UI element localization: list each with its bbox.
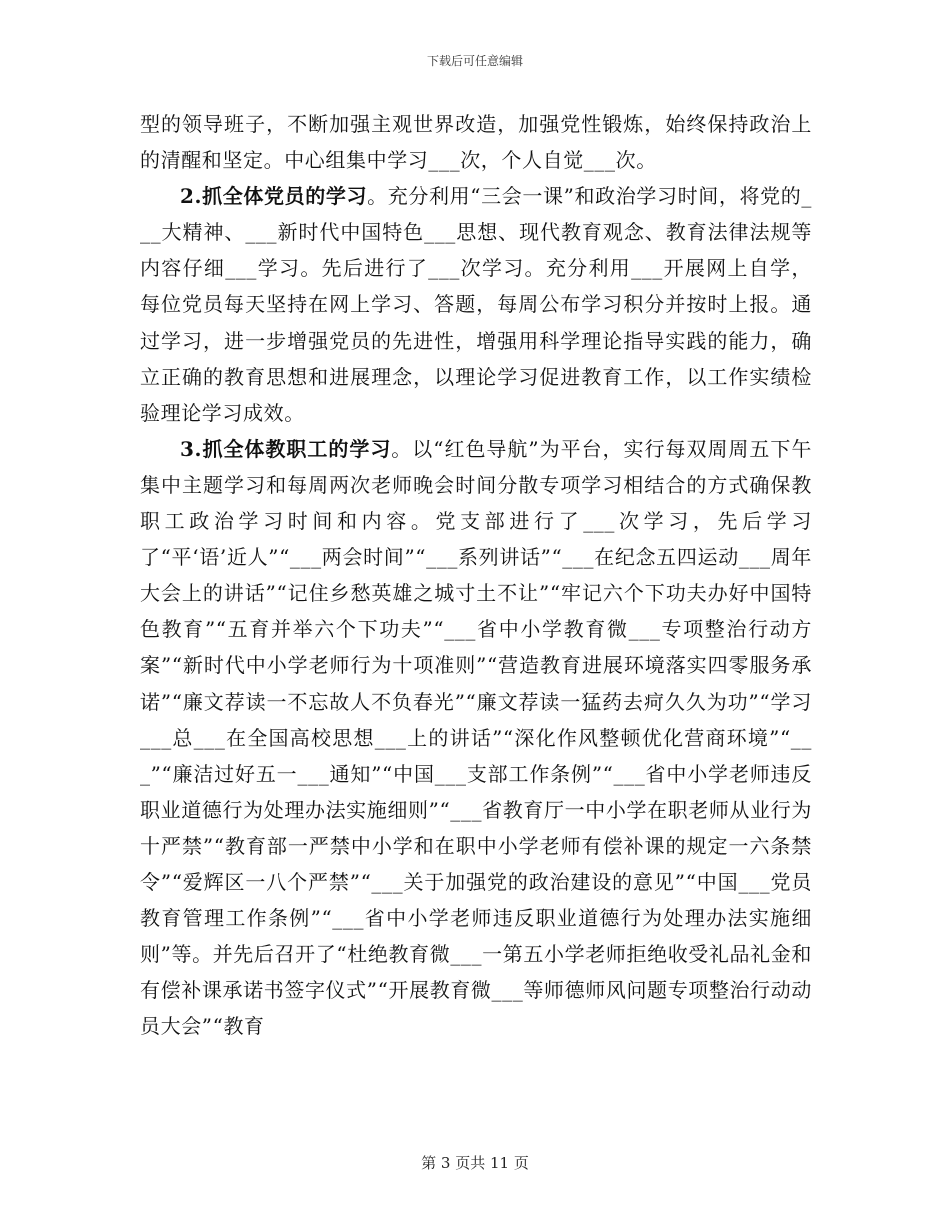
page-number: 第 3 页共 11 页	[421, 1154, 529, 1172]
section-heading: 3.抓全体教职工的学习	[180, 436, 392, 461]
paragraph-text: 型的领导班子，不断加强主观世界改造，加强党性锻炼，始终保持政治上的清醒和坚定。中心组集中学习___次，个人自觉___次。	[140, 112, 812, 173]
paragraph-text: 。充分利用“三会一课”和政治学习时间，将党的___大精神、___新时代中国特色___思想、现代教育观念、教育法律法规等内容仔细___学习。先后进行了___次学习。充分利用___开展网上自学，每位党员每天坚持在网上学习、答题，每周公布学习积分并按时上报。通过学习，进一步增强党员的先进性，增强用科学理论指导实践的能力，确立正确的教育思想和进展理念，以理论学习促进教育工作，以工作实绩检验理论学习成效。	[140, 184, 812, 425]
paragraph-party-members-study	[140, 178, 812, 431]
section-heading: 2.抓全体党员的学习	[180, 184, 368, 209]
paragraph-continued	[140, 106, 812, 178]
page-header: 下载后可任意编辑	[426, 54, 523, 68]
document-body	[140, 106, 812, 1044]
paragraph-text: 。以“红色导航”为平台，实行每双周周五下午集中主题学习和每周两次老师晚会时间分散专项学习相结合的方式确保教职工政治学习时间和内容。党支部进行了___次学习，先后学习了“平‘语’近人”“___两会时间”“___系列讲话”“___在纪念五四运动___周年大会上的讲话”“记住乡愁英雄之城寸土不让”“牢记六个下功夫办好中国特色教育”“五育并举六个下功夫”“___省中小学教育微___专项整治行动方案”“新时代中小学老师行为十项准则”“营造教育进展环境落实四零服务承诺”“廉文荐读一不忘故人不负春光”“廉文荐读一猛药去疴久久为功”“学习___总___在全国高校思想___上的讲话”“深化作风整顿优化营商环境”“___”“廉洁过好五一___通知”“中国___支部工作条例”“___省中小学老师违反职业道德行为处理办法实施细则”“___省教育厅一中小学在职老师从业行为十严禁”“教育部一严禁中小学和在职中小学老师有偿补课的规定一六条禁令”“爱辉区一八个严禁”“___关于加强党的政治建设的意见”“中国___党员教育管理工作条例”“___省中小学老师违反职业道德行为处理办法实施细则”等。并先后召开了“杜绝教育微___一第五小学老师拒绝收受礼品礼金和有偿补课承诺书签字仪式”“开展教育微___等师德师风问题专项整治行动动员大会”“教育	[140, 436, 812, 1039]
paragraph-staff-study	[140, 431, 812, 1045]
